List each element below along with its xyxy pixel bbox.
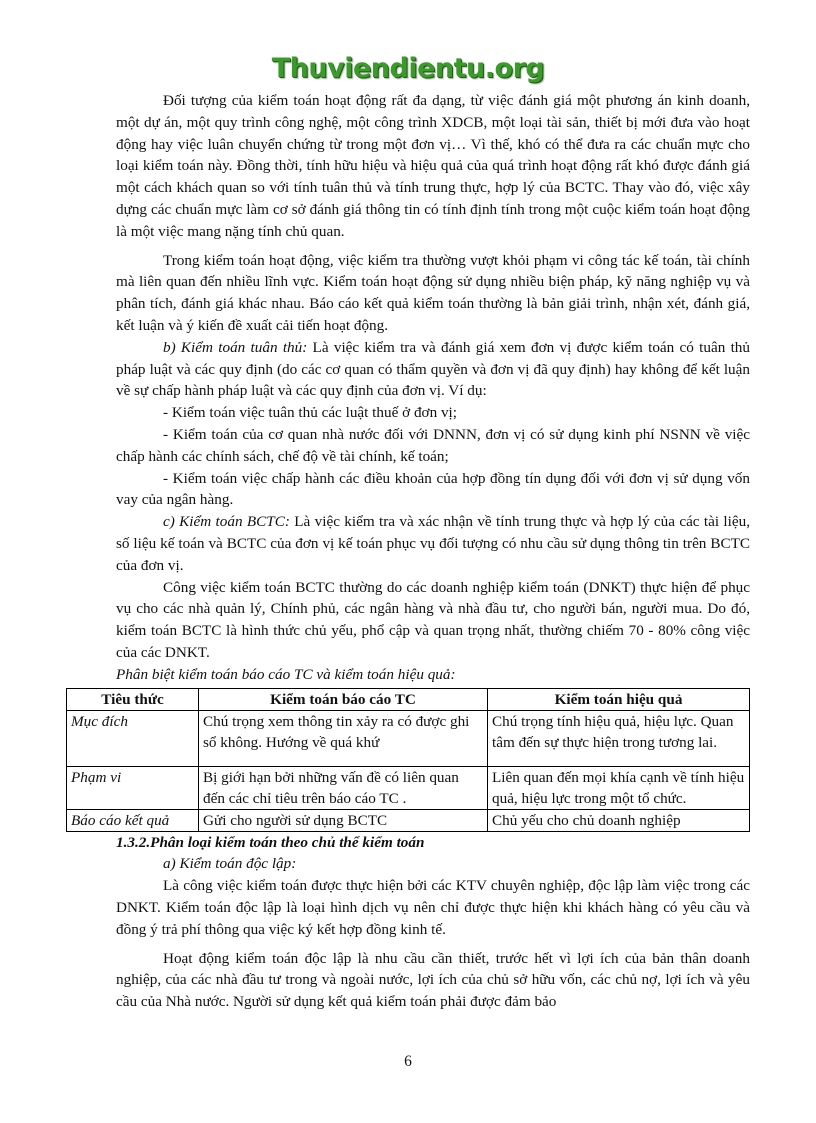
- paragraph: Hoạt động kiểm toán độc lập là nhu cầu cần thiết, trước hết vì lợi ích của bản thân doanh nghiệp, của các nhà đầu tư trong và ngoài nước, lợi ích của chủ sở hữu vốn, các chủ nợ, lợi ích và yêu cầu của Nhà nước. Người sử dụng kết quả kiểm toán phải được đảm bảo: [116, 949, 750, 1011]
- comparison-table: [66, 688, 750, 832]
- table-header-cell: Tiêu thức: [67, 688, 199, 710]
- bullet-item: - Kiểm toán của cơ quan nhà nước đối với DNNN, đơn vị có sử dụng kinh phí NSNN về việc chấp hành các chính sách, chế độ về tài chính, kế toán;: [116, 425, 750, 465]
- section-heading: 1.3.2.Phân loại kiểm toán theo chủ thể kiểm toán: [116, 833, 425, 851]
- table-cell: Báo cáo kết quả: [67, 809, 199, 831]
- document-body: [71, 90, 750, 1013]
- subheading: c) Kiểm toán BCTC:: [163, 513, 290, 531]
- table-header-cell: Kiểm toán báo cáo TC: [199, 688, 488, 710]
- table-caption: Phân biệt kiểm toán báo cáo TC và kiểm toán hiệu quả:: [116, 665, 456, 683]
- subheading: b) Kiểm toán tuân thủ:: [163, 338, 308, 356]
- paragraph-compliance-audit: [116, 337, 750, 402]
- page-number: 6: [404, 1053, 412, 1070]
- paragraph: Trong kiểm toán hoạt động, việc kiểm tra thường vượt khỏi phạm vi công tác kế toán, tài chính mà liên quan đến nhiều lĩnh vực. Kiểm toán hoạt động sử dụng nhiều biện pháp, kỹ năng nghiệp vụ và phân tích, đánh giá khác nhau. Báo cáo kết quả kiểm toán thường là bản giải trình, nhận xét, đánh giá, kết luận và ý kiến đề xuất cải tiến hoạt động.: [116, 251, 750, 334]
- table-cell: Gửi cho người sử dụng BCTC: [199, 809, 488, 831]
- table-row: [67, 710, 750, 766]
- paragraph-fs-audit: [116, 511, 750, 576]
- table-header-row: [67, 688, 750, 710]
- paragraph: Là công việc kiểm toán được thực hiện bởi các KTV chuyên nghiệp, độc lập làm việc trong các DNKT. Kiểm toán độc lập là loại hình dịch vụ nên chỉ được thực hiện khi khách hàng có yêu cầu và đồng ý trả phí thông qua việc ký kết hợp đồng kinh tế.: [116, 877, 750, 938]
- table-row: [67, 766, 750, 809]
- paragraph: Đối tượng của kiểm toán hoạt động rất đa dạng, từ việc đánh giá một phương án kinh doanh, một dự án, một quy trình công nghệ, một công trình XDCB, một loại tài sản, thiết bị mới đưa vào hoạt động hay việc luân chuyển chứng từ trong một đơn vị… Vì thế, khó có thể đưa ra các chuẩn mực cho loại kiểm toán này. Đồng thời, tính hữu hiệu và hiệu quả của quá trình hoạt động rất khó được đánh giá một cách khách quan so với tính tuân thủ và tính trung thực, hợp lý của BCTC. Thay vào đó, việc xây dựng các chuẩn mực làm cơ sở đánh giá thông tin có tính định tính trong một cuộc kiểm toán hoạt động là một việc mang nặng tính chủ quan.: [116, 92, 750, 240]
- table-cell: Phạm vi: [67, 766, 199, 809]
- paragraph: Công việc kiểm toán BCTC thường do các doanh nghiệp kiểm toán (DNKT) thực hiện để phục vụ cho các nhà quản lý, Chính phủ, các ngân hàng và nhà đầu tư, cho người bán, người mua. Do đó, kiểm toán BCTC là hình thức chủ yếu, phổ cập và quan trọng nhất, thường chiếm 70 - 80% công việc của các DNKT.: [116, 578, 750, 661]
- table-cell: Chú trọng xem thông tin xảy ra có được ghi sổ không. Hướng về quá khứ: [199, 710, 488, 766]
- bullet-item: - Kiểm toán việc chấp hành các điều khoản của hợp đồng tín dụng đối với đơn vị sử dụng vốn vay của ngân hàng.: [116, 469, 750, 509]
- table-cell: Mục đích: [67, 710, 199, 766]
- subheading: a) Kiểm toán độc lập:: [163, 855, 297, 873]
- bullet-item: - Kiểm toán việc tuân thủ các luật thuế ở đơn vị;: [163, 404, 457, 422]
- table-cell: Chủ yếu cho chủ doanh nghiệp: [488, 809, 750, 831]
- table-cell: Liên quan đến mọi khía cạnh về tính hiệu quả, hiệu lực trong một tổ chức.: [488, 766, 750, 809]
- table-row: [67, 809, 750, 831]
- table-cell: Chú trọng tính hiệu quả, hiệu lực. Quan tâm đến sự thực hiện trong tương lai.: [488, 710, 750, 766]
- table-cell: Bị giới hạn bởi những vấn đề có liên quan đến các chỉ tiêu trên báo cáo TC .: [199, 766, 488, 809]
- watermark-logo: Thuviendientu.org: [271, 53, 545, 84]
- paragraph-text: Là việc kiểm tra và xác nhận về tính trung thực và hợp lý của các tài liệu, số liệu kế toán và BCTC của đơn vị kế toán phục vụ đối tượng có nhu cầu sử dụng thông tin trên BCTC của đơn vị.: [116, 513, 750, 574]
- table-header-cell: Kiểm toán hiệu quả: [488, 688, 750, 710]
- paragraph-text: Là việc kiểm tra và đánh giá xem đơn vị được kiểm toán có tuân thủ pháp luật và các quy định (do các cơ quan có thẩm quyền và đơn vị đã quy định) hay không để kết luận về sự chấp hành pháp luật và các quy định của đơn vị. Ví dụ:: [116, 338, 750, 400]
